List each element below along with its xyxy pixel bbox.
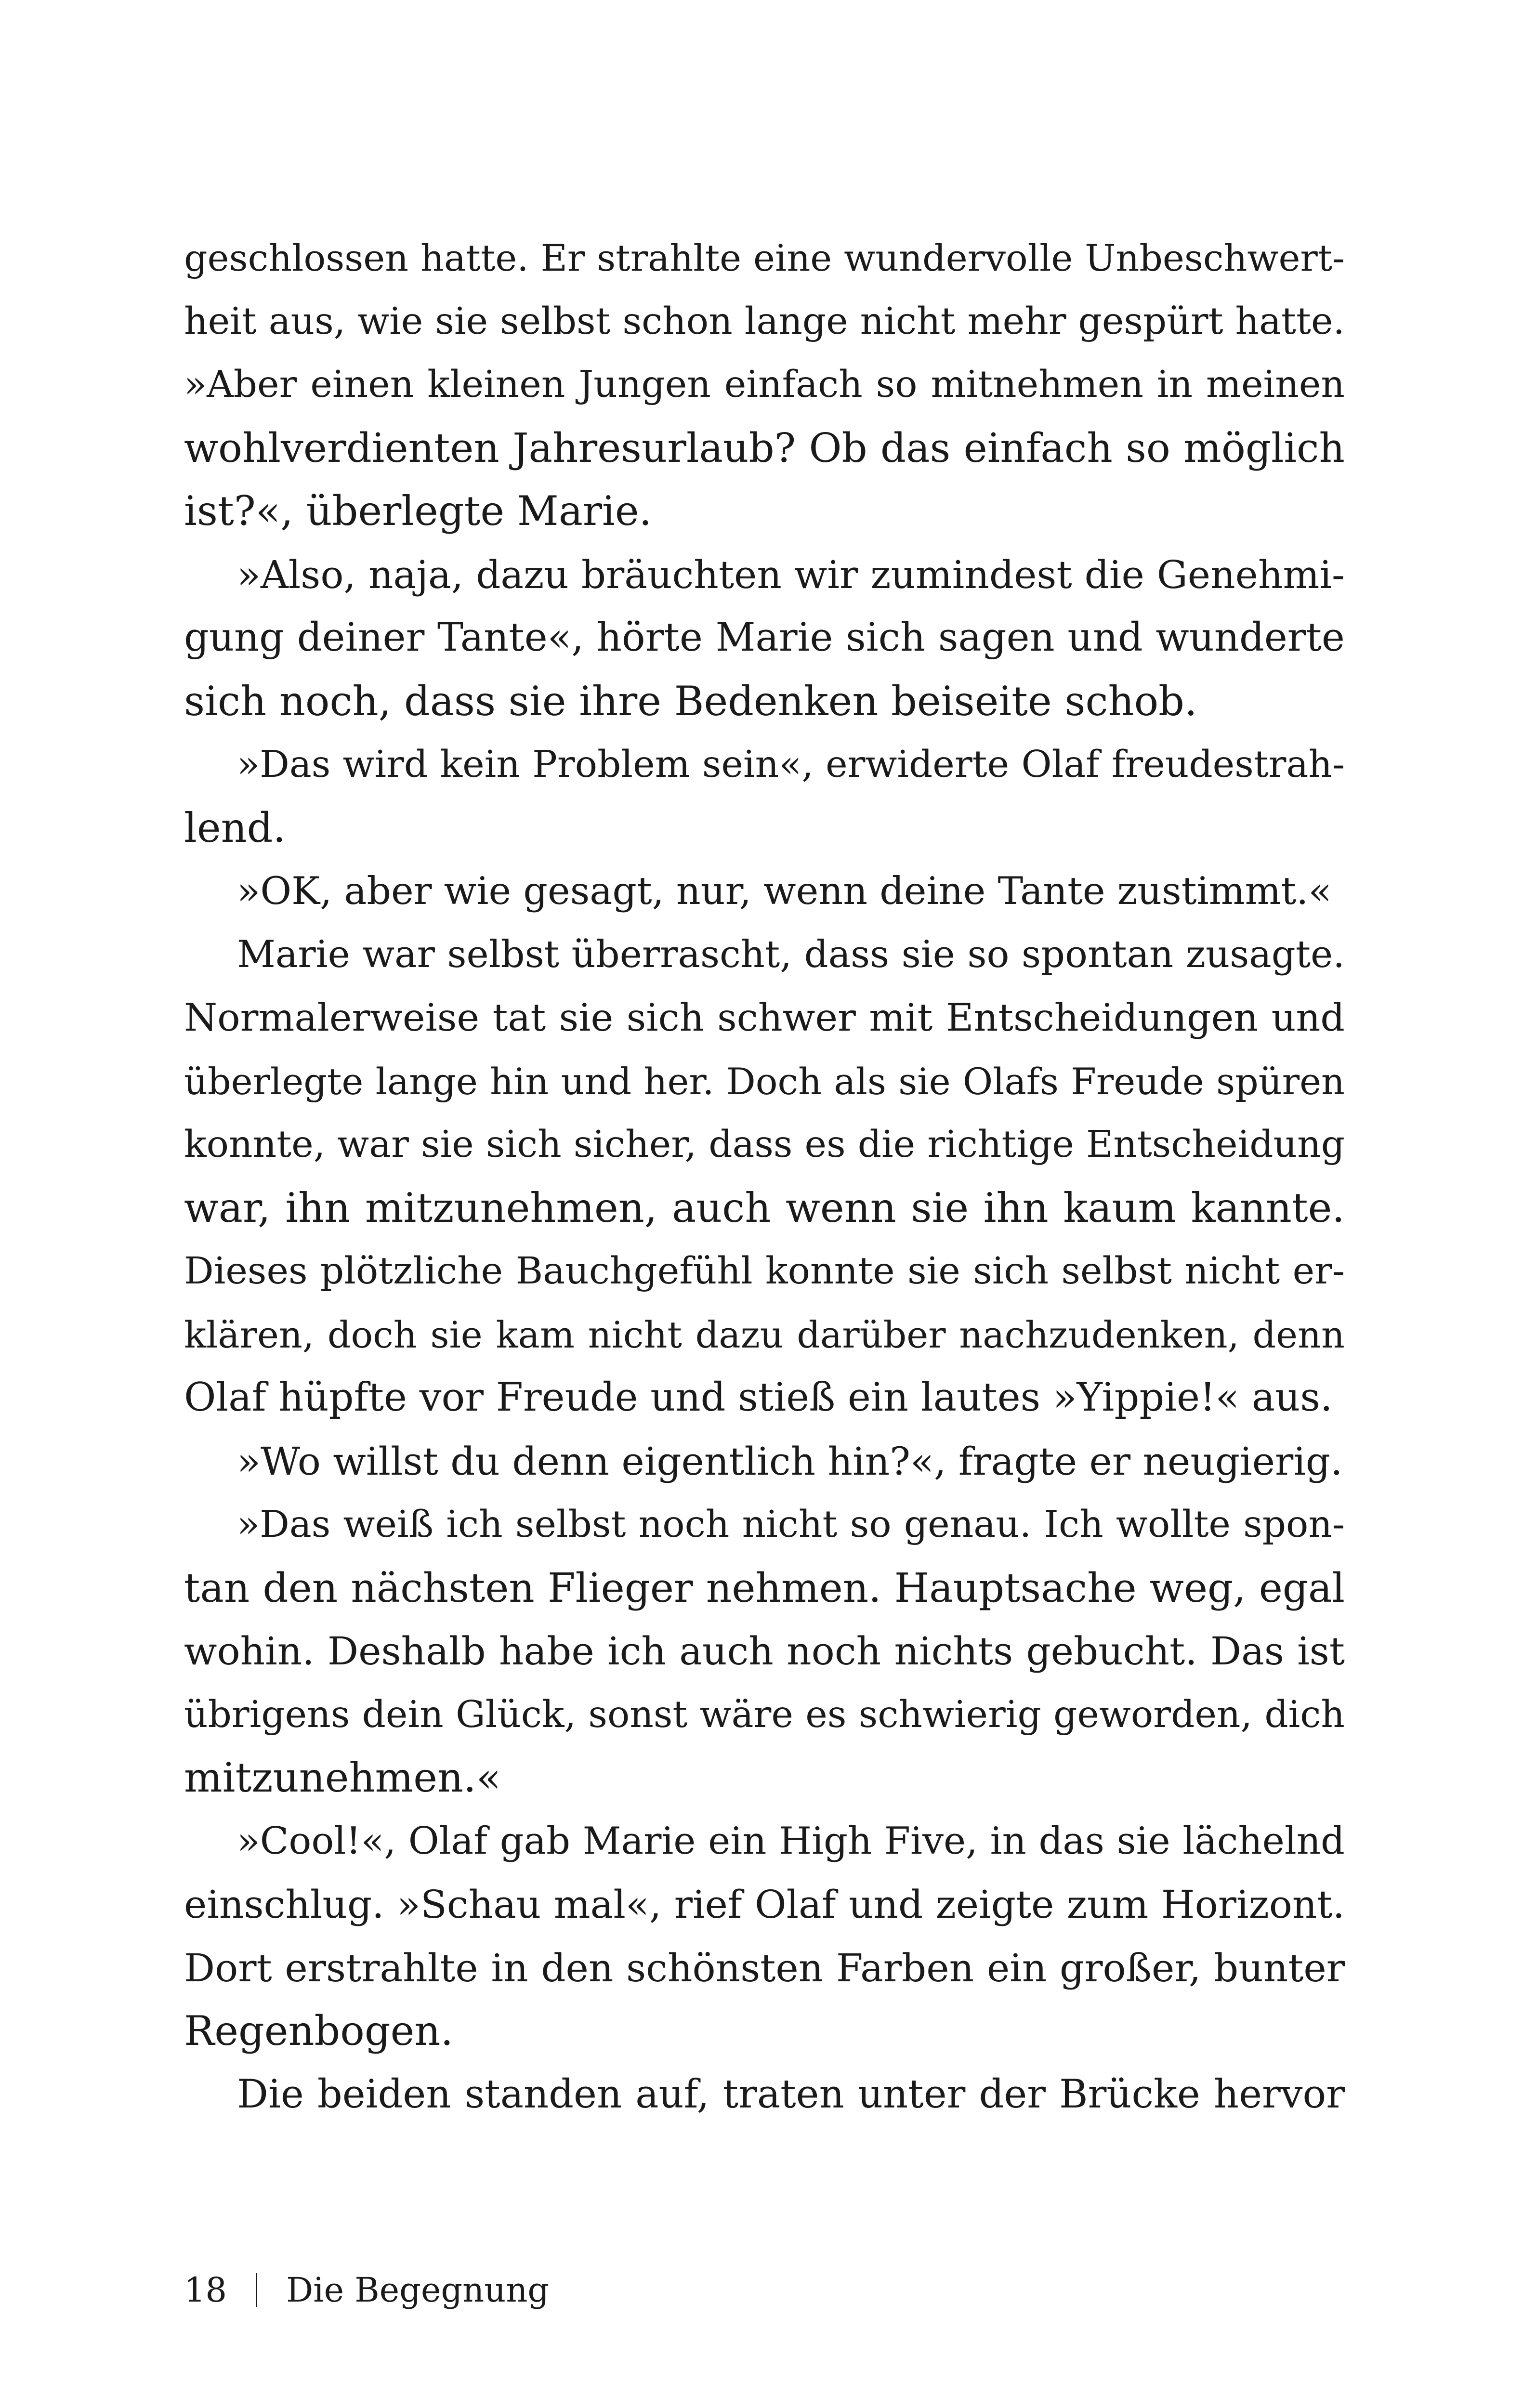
text-line: übrigens dein Glück, sonst wäre es schwierig geworden, dich xyxy=(184,1693,1345,1736)
page-number: 18 xyxy=(184,2270,227,2310)
text-line: sich noch, dass sie ihre Bedenken beiseite schob. xyxy=(184,677,1197,725)
text-line: überlegte lange hin und her. Doch als sie Olafs Freude spüren xyxy=(184,1060,1345,1103)
text-line: geschlossen hatte. Er strahlte eine wundervolle Unbeschwert- xyxy=(184,236,1345,279)
text-line: heit aus, wie sie selbst schon lange nicht mehr gespürt hatte. xyxy=(184,300,1345,343)
text-line: Dieses plötzliche Bauchgefühl konnte sie sich selbst nicht er- xyxy=(184,1250,1345,1293)
text-line: »Das weiß ich selbst noch nicht so genau. Ich wollte spon- xyxy=(237,1503,1345,1546)
text-line: mitzunehmen.« xyxy=(184,1754,501,1801)
text-line: gung deiner Tante«, hörte Marie sich sagen und wunderte xyxy=(184,615,1345,660)
text-line: lend. xyxy=(184,804,286,851)
text-line: »Cool!«, Olaf gab Marie ein High Five, in das sie lächelnd xyxy=(237,1819,1345,1863)
text-line: Marie war selbst überrascht, dass sie so spontan zusagte. xyxy=(237,932,1345,976)
text-line: war, ihn mitzunehmen, auch wenn sie ihn kaum kannte. xyxy=(184,1184,1345,1231)
text-line: »Aber einen kleinen Jungen einfach so mitnehmen in meinen xyxy=(184,363,1345,406)
text-line: klären, doch sie kam nicht dazu darüber nachzudenken, denn xyxy=(184,1313,1345,1356)
body-text xyxy=(184,226,1345,2126)
text-line: Olaf hüpfte vor Freude und stieß ein lautes »Yippie!« aus. xyxy=(184,1375,1333,1420)
text-line: Regenbogen. xyxy=(184,2007,454,2055)
text-line: tan den nächsten Flieger nehmen. Hauptsache weg, egal xyxy=(184,1564,1345,1611)
page-footer xyxy=(184,2264,549,2316)
text-line: wohin. Deshalb habe ich auch noch nichts gebucht. Das ist xyxy=(184,1629,1345,1674)
text-line: wohlverdienten Jahresurlaub? Ob das einfach so möglich xyxy=(184,424,1345,471)
text-line: Die beiden standen auf, traten unter der Brücke hervor xyxy=(237,2071,1345,2117)
footer-separator xyxy=(256,2273,257,2307)
text-line: konnte, war sie sich sicher, dass es die richtige Entscheidung xyxy=(184,1123,1345,1166)
text-line: Dort erstrahlte in den schönsten Farben ein großer, bunter xyxy=(184,1945,1345,1990)
text-line: ist?«, überlegte Marie. xyxy=(184,487,652,535)
text-line: »Wo willst du denn eigentlich hin?«, fragte er neugierig. xyxy=(237,1439,1343,1484)
running-head-chapter-title: Die Begegnung xyxy=(286,2270,550,2310)
text-line: »Also, naja, dazu bräuchten wir zumindest die Genehmi- xyxy=(237,552,1345,597)
text-line: »Das wird kein Problem sein«, erwiderte Olaf freudestrah- xyxy=(237,743,1345,786)
text-line: einschlug. »Schau mal«, rief Olaf und zeigte zum Horizont. xyxy=(184,1882,1345,1927)
text-line: »OK, aber wie gesagt, nur, wenn deine Tante zustimmt.« xyxy=(237,869,1332,913)
text-line: Normalerweise tat sie sich schwer mit Entscheidungen und xyxy=(184,995,1345,1040)
